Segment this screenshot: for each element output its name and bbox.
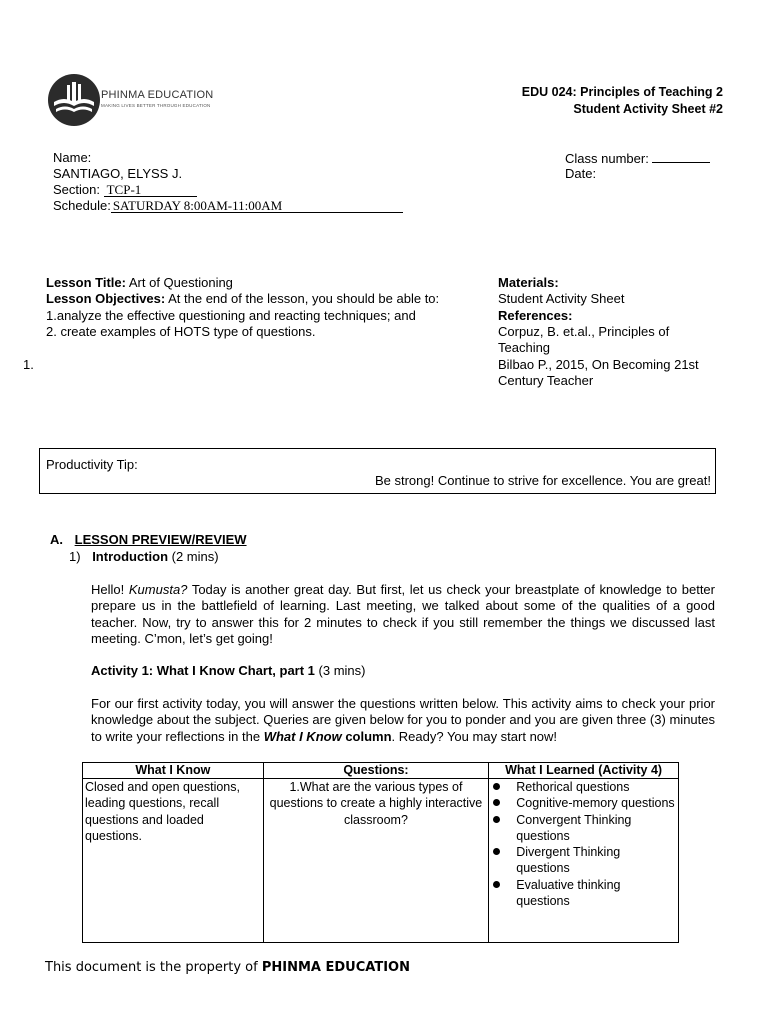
footer-brand: PHINMA EDUCATION bbox=[261, 960, 410, 975]
lesson-objectives-row bbox=[46, 291, 439, 308]
lesson-title-label: Lesson Title: bbox=[46, 275, 126, 290]
course-title: EDU 024: Principles of Teaching 2 bbox=[521, 85, 723, 99]
productivity-tip-text: Be strong! Continue to strive for excellence. You are great! bbox=[374, 473, 711, 488]
materials-label: Materials: bbox=[498, 275, 559, 290]
activity-1-time: (3 mins) bbox=[318, 663, 366, 678]
references-label: References: bbox=[498, 308, 573, 323]
table-header-what-i-know: What I Know bbox=[83, 763, 264, 779]
intro-text-start: Hello! bbox=[91, 582, 129, 597]
reference-2-line2: Century Teacher bbox=[498, 373, 594, 388]
learned-list bbox=[491, 779, 676, 909]
list-item: Evaluative thinking questions bbox=[491, 877, 676, 910]
lesson-title-value: Art of Questioning bbox=[128, 275, 233, 290]
schedule-label: Schedule: bbox=[53, 198, 111, 213]
name-value: SANTIAGO, ELYSS J. bbox=[53, 166, 183, 181]
materials-value: Student Activity Sheet bbox=[498, 291, 625, 306]
schedule-value: SATURDAY 8:00AM-11:00AM bbox=[111, 199, 403, 213]
course-header bbox=[522, 84, 723, 118]
table-row bbox=[83, 779, 679, 943]
name-label: Name: bbox=[53, 150, 92, 165]
introduction-number: 1) bbox=[69, 549, 81, 564]
introduction-paragraph bbox=[91, 582, 715, 647]
class-number-label: Class number: bbox=[565, 151, 649, 166]
activity-1-label: Activity 1: What I Know Chart, part 1 bbox=[91, 663, 315, 678]
what-i-learned-cell[interactable] bbox=[489, 779, 679, 943]
activity-text-start: For our first activity today, you will answer the questions written below. This activity aims to check your prior knowledge about the subject. Queries are given below for you to ponder and you are given three (3) minutes to write your reflections in the bbox=[91, 696, 715, 744]
introduction-time: (2 mins) bbox=[171, 549, 219, 564]
logo-tagline: MAKING LIVES BETTER THROUGH EDUCATION bbox=[101, 103, 211, 108]
lesson-objectives-intro: At the end of the lesson, you should be able to: bbox=[168, 291, 440, 306]
footer-text: This document is the property of bbox=[45, 960, 262, 975]
section-label: Section: bbox=[53, 182, 100, 197]
activity-text-em: What I Know bbox=[263, 728, 342, 744]
table-header-questions: Questions: bbox=[263, 763, 489, 779]
reference-1-line2: Teaching bbox=[498, 340, 551, 355]
class-number-row bbox=[565, 150, 710, 168]
logo-text: PHINMA EDUCATION bbox=[101, 89, 214, 101]
section-a-title: LESSON PREVIEW/REVIEW bbox=[74, 532, 247, 547]
intro-text-italic: Kumusta? bbox=[128, 582, 188, 597]
intro-text-rest: Today is another great day. But first, let us check your breastplate of knowledge to better prepare us in the battlefield of learning. Last meeting, we talked about some of the qualities of a good teacher. Now, try to answer this for 2 minutes to check if you still remember the things we discussed last meeting. C’mon, let’s get going! bbox=[91, 582, 715, 646]
lesson-objectives-label: Lesson Objectives: bbox=[46, 291, 166, 306]
section-a-heading bbox=[50, 532, 247, 549]
activity-1-heading bbox=[91, 663, 366, 680]
footer bbox=[45, 960, 410, 977]
objective-2: 2. create examples of HOTS type of questions. bbox=[46, 324, 316, 339]
table-header-what-i-learned: What I Learned (Activity 4) bbox=[489, 763, 679, 779]
productivity-tip-label: Productivity Tip: bbox=[46, 457, 138, 472]
stray-number: 1. bbox=[23, 357, 34, 372]
section-value: TCP-1 bbox=[104, 183, 197, 197]
activity-1-paragraph bbox=[91, 696, 715, 745]
logo-emblem-icon bbox=[48, 72, 108, 128]
list-item: Convergent Thinking questions bbox=[491, 812, 676, 845]
table-header-row bbox=[83, 763, 679, 779]
introduction-item bbox=[69, 549, 219, 566]
what-i-know-table bbox=[82, 762, 679, 943]
activity-text-end: . Ready? You may start now! bbox=[391, 728, 558, 744]
question-cell: 1.What are the various types of questions to create a highly interactive classroom? bbox=[263, 779, 489, 943]
list-item: Rethorical questions bbox=[491, 779, 676, 795]
what-i-know-cell[interactable]: Closed and open questions, leading questions, recall questions and loaded questions. bbox=[83, 779, 264, 943]
introduction-label: Introduction bbox=[92, 549, 169, 564]
schedule-row bbox=[53, 198, 403, 215]
sheet-title: Student Activity Sheet #2 bbox=[573, 102, 723, 116]
section-a-letter: A. bbox=[50, 532, 63, 547]
list-item: Cognitive-memory questions bbox=[491, 795, 676, 811]
section-row bbox=[53, 182, 197, 199]
list-item: Divergent Thinking questions bbox=[491, 844, 676, 877]
productivity-tip-box bbox=[39, 448, 716, 494]
date-label: Date: bbox=[565, 166, 597, 181]
activity-text-bold: column bbox=[341, 728, 392, 744]
class-number-blank[interactable] bbox=[652, 150, 710, 163]
reference-2-line1: Bilbao P., 2015, On Becoming 21st bbox=[498, 357, 699, 372]
objective-1: 1.analyze the effective questioning and reacting techniques; and bbox=[46, 308, 416, 323]
reference-1-line1: Corpuz, B. et.al., Principles of bbox=[498, 324, 670, 339]
lesson-title-row bbox=[46, 275, 233, 292]
